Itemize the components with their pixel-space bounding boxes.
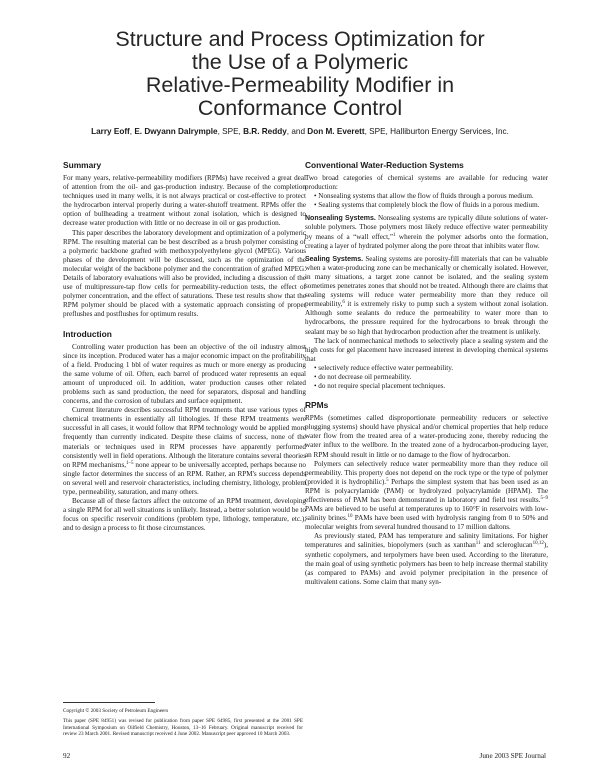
summary-heading: Summary	[63, 160, 102, 170]
author-affiliation: , SPE,	[217, 127, 244, 136]
paragraph-text: PAMs have been used with hydrolysis ranging from 0 to 50% and molecular weights from several hundred thousand to 17 million daltons.	[305, 514, 548, 532]
paragraph-text: wherein the polymer adsorbs onto the formation, creating a layer of hydrated polymer along the pore throat that inhibits water flow.	[305, 232, 548, 250]
publication-note: This paper (SPE 84951) was revised for publication from paper SPE 64985, first presented at the 2001 SPE International Symposium on Oilfield Chemistry, Houston, 13–16 February. Original manuscript received for review 23 March 2001. Revised manuscript received 4 June 2002. Manuscript peer approved 10 March 2003.	[63, 718, 303, 738]
citation: 6	[342, 300, 345, 306]
left-column	[63, 160, 306, 533]
title-line: Conformance Control	[197, 96, 403, 120]
list-item: • selectively reduce effective water permeability.	[314, 363, 454, 372]
author-separator: ,	[129, 127, 135, 136]
author-separator: , and	[286, 127, 308, 136]
title-line: Relative-Permeability Modifier in	[145, 73, 455, 97]
list-item: • Nonsealing systems that allow the flow of fluids through a porous medium.	[314, 192, 534, 201]
paragraph-text: it is extremely risky to pump such a system without zonal isolation. Although some sealants do reduce the permeability to water more than to hydrocarbons, the pressure required for the hydrocarbons to break through the sealant may be so high that hydrocarbon production after the treatment is unlikely.	[305, 300, 548, 336]
author-affiliation: , SPE, Halliburton Energy Services, Inc.	[364, 127, 509, 136]
paragraph-text: As previously stated, PAM has temperature and salinity limitations. For higher temperatures and salinities, biopolymers (such as xanthan	[305, 532, 548, 550]
bullet-list	[305, 192, 548, 210]
paragraph-text: Perhaps the simplest system that has been used as an RPM is polyacrylamide (PAM) or hydrolyzed polyacrylamide (HPAM). The effectiveness of PAM has been demonstrated in laboratory and field test results.	[305, 477, 548, 504]
copyright-notice: Copyright © 2003 Society of Petroleum Engineers	[63, 708, 169, 714]
summary-paragraph: For many years, relative-permeability modifiers (RPMs) have received a great deal of attention from the oil- and gas-production industry. Because of the completion techniques used in many wells, it is not always practical or cost-effective to protect the hydrocarbon interval properly during a water-shutoff treatment. RPMs offer the option of bullheading a treatment without zonal isolation, which is designed to decrease water production with little or no decrease in oil or gas production.	[63, 174, 306, 228]
bullet-list	[305, 364, 548, 391]
journal-footer: June 2003 SPE Journal	[479, 752, 546, 760]
right-column	[305, 160, 548, 587]
rpms-paragraph	[305, 532, 548, 587]
introduction-heading: Introduction	[63, 328, 112, 339]
conventional-heading: Conventional Water-Reduction Systems	[305, 160, 464, 170]
citation: 11	[475, 541, 481, 547]
list-item: • do not decrease oil permeability.	[314, 372, 412, 381]
citation: 5	[386, 477, 389, 483]
introduction-paragraph	[63, 406, 306, 497]
citation: 10,12	[532, 541, 544, 547]
paragraph-text: PAMs are believed to be useful at temperatures up to 160°F in reservoirs with low-salinity brines.	[305, 505, 548, 523]
paragraph-text: Sealing systems are porosity-fill materials that can be valuable when a water-producing zone can be mechanically or chemically isolated. However, in many situations, a target zone cannot be isolated, and the sealing system sometimes penetrates zones that should not be treated. Although there are claims that sealing systems will reduce water permeability more than they reduce oil permeability,	[305, 254, 548, 309]
author-line	[20, 127, 580, 136]
paragraph-text: Polymers can selectively reduce water permeability more than they reduce oil permeability. This property does not depend on the rock type or the type of polymer (provided it is hydrophilic).	[305, 459, 548, 486]
author-name: B.R. Reddy	[243, 127, 287, 136]
citation: 1	[393, 232, 396, 238]
run-in-heading: Nonsealing Systems.	[305, 215, 376, 223]
introduction-paragraph: Because all of these factors affect the outcome of an RPM treatment, developing a single RPM for all well situations is unlikely. Instead, a better solution would be to focus on specific reservoir conditions (problem type, lithology, temperature, etc.), and to design a process to fit those circumstances.	[63, 497, 306, 533]
rpms-paragraph	[305, 460, 548, 533]
citation: 5–9	[540, 496, 548, 501]
list-item: • do not require special placement techniques.	[314, 382, 446, 391]
list-item: • Sealing systems that completely block the flow of fluids in a porous medium.	[314, 201, 540, 210]
title-line: the Use of a Polymeric	[191, 50, 409, 74]
introduction-paragraph: Controlling water production has been an objective of the oil industry almost since its inception. Produced water has a major economic impact on the profitability of a field. Producing 1 bbl of water requires as much or more energy as producing the same volume of oil. Often, each barrel of produced water represents an equal amount of unproduced oil. In addition, water production causes other related problems such as sand production, the need for separators, disposal and handling concerns, and the corrosion of tubulars and surface equipment.	[63, 342, 306, 406]
summary-paragraph: This paper describes the laboratory development and optimization of a polymeric RPM. The resulting material can be best described as a brush polymer consisting of a polymeric backbone grafted with methoxypolyethylene glycol (MPEG). Various phases of the development will be discussed, such as the optimization of the molecular weight of the backbone polymer and the concentration of grafted MPEG. Details of laboratory evaluations will also be provided, including a discussion of the use of multipressure-tap flow cells for permeability-reduction tests, the effect of polymer concentration, and the effect of saturations. These test results show that the RPM polymer should be placed with a systematic approach consisting of proper preflushes and postflushes for optimum results.	[63, 228, 306, 319]
paper-title	[40, 28, 560, 120]
author-name: Don M. Everett	[307, 127, 365, 136]
author-name: E. Dwyann Dalrymple	[134, 127, 218, 136]
sealing-paragraph	[305, 255, 548, 337]
citation: 1–5	[126, 460, 134, 466]
run-in-heading: Sealing Systems.	[305, 255, 364, 263]
title-line: Structure and Process Optimization for	[115, 27, 485, 51]
paragraph-text: none appear to be universally accepted, perhaps because no single factor determines the success of an RPM. Rather, an RPM's success depends on several well and reservoir characteristics, including chemistry, lithology, problem type, permeability, saturation, and many others.	[63, 460, 306, 496]
paragraph-text: Nonsealing systems are typically dilute solutions of water-soluble polymers. Those polymers most likely reduce effective water permeability by means of a “wall effect,”	[305, 214, 548, 241]
rpms-heading: RPMs	[305, 400, 329, 411]
nonsealing-paragraph	[305, 214, 548, 250]
paragraph-text: ), synthetic copolymers, and terpolymers have been used. According to the literature, the main goal of using synthetic polymers has been to help increase thermal stability (as compared to PAMs) and avoid polymer precipitation in the presence of multivalent cations. Some claim that many syn-	[305, 541, 548, 586]
conventional-paragraph: The lack of nonmechanical methods to selectively place a sealing system and the high costs for gel placement have increased interest in developing chemical systems that	[305, 336, 548, 363]
rpms-paragraph: RPMs (sometimes called disproportionate permeability reducers or selective plugging systems) should have physical and/or chemical properties that help reduce water flow from the treated area of a water-producing zone, thereby reducing the water influx to the wellbore. In the treated zone of a hydrocarbon-producing layer, an RPM should result in little or no damage to the flow of hydrocarbon.	[305, 414, 548, 459]
page-number: 92	[63, 752, 71, 760]
paragraph-text: Current literature describes successful RPM treatments that use various types of chemical treatments in essentially all lithologies. If these RPM treatments were successful in all cases, it would follow that RPM technology would be applied more frequently than currently indicated. Despite these claims of success, none of the materials or techniques used in RPM processes have apparently performed consistently well in field operations. Although the literature contains several theories on RPM mechanisms,	[63, 406, 306, 469]
paragraph-text: and scleroglucan	[480, 541, 533, 550]
footnote-divider	[63, 702, 155, 703]
citation: 10	[347, 514, 353, 520]
conventional-paragraph: Two broad categories of chemical systems are available for reducing water production:	[305, 174, 548, 192]
footnote	[63, 708, 303, 742]
author-name: Larry Eoff	[91, 127, 130, 136]
